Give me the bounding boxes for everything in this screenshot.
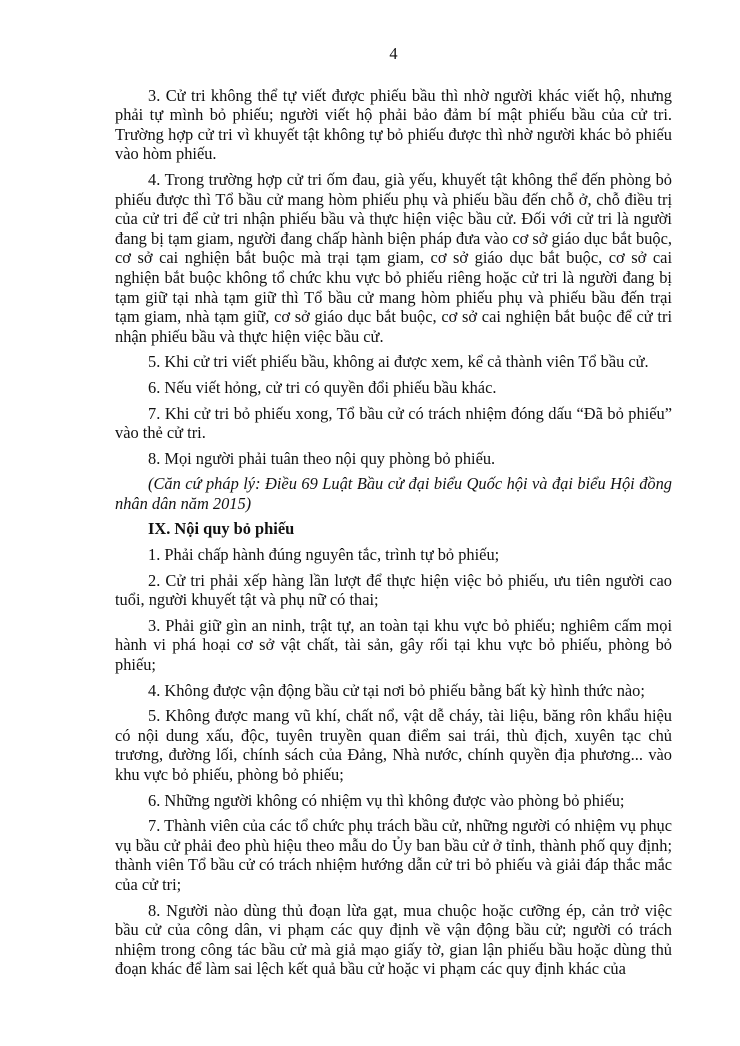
legal-basis-note: (Căn cứ pháp lý: Điều 69 Luật Bầu cử đại biểu Quốc hội và đại biểu Hội đồng nhân dân năm 2015) bbox=[115, 474, 672, 513]
paragraph-7: 7. Khi cử tri bỏ phiếu xong, Tổ bầu cử có trách nhiệm đóng dấu “Đã bỏ phiếu” vào thẻ cử tri. bbox=[115, 403, 672, 443]
rule-8: 8. Người nào dùng thủ đoạn lừa gạt, mua chuộc hoặc cưỡng ép, cản trở việc bầu cử của công dân, vi phạm các quy định về vận động bầu cử; người có trách nhiệm trong công tác bầu cử mà giả mạo giấy tờ, gian lận phiếu bầu hoặc dùng thủ đoạn khác để làm sai lệch kết quả bầu cử hoặc vi phạm các quy định khác của bbox=[115, 900, 672, 979]
rule-3: 3. Phải giữ gìn an ninh, trật tự, an toàn tại khu vực bỏ phiếu; nghiêm cấm mọi hành vi phá hoại cơ sở vật chất, tài sản, gây rối tại khu vực bỏ phiếu, phòng bỏ phiếu; bbox=[115, 615, 672, 675]
paragraph-3: 3. Cử tri không thể tự viết được phiếu bầu thì nhờ người khác viết hộ, nhưng phải tự mình bỏ phiếu; người viết hộ phải bảo đảm bí mật phiếu bầu của cử tri. Trường hợp cử tri vì khuyết tật không tự bỏ phiếu được thì nhờ người khác bỏ phiếu vào hòm phiếu. bbox=[115, 85, 672, 164]
rule-5: 5. Không được mang vũ khí, chất nổ, vật dễ cháy, tài liệu, băng rôn khẩu hiệu có nội dung xấu, độc, tuyên truyền quan điểm sai trái, thù địch, xuyên tạc chủ trương, đường lối, chính sách của Đảng, Nhà nước, chính quyền địa phương... vào khu vực bỏ phiếu, phòng bỏ phiếu; bbox=[115, 706, 672, 784]
paragraph-6: 6. Nếu viết hỏng, cử tri có quyền đổi phiếu bầu khác. bbox=[148, 377, 497, 397]
rule-2: 2. Cử tri phải xếp hàng lần lượt để thực hiện việc bỏ phiếu, ưu tiên người cao tuổi, người khuyết tật và phụ nữ có thai; bbox=[115, 570, 672, 610]
page-number: 4 bbox=[389, 44, 398, 63]
paragraph-8: 8. Mọi người phải tuân theo nội quy phòng bỏ phiếu. bbox=[148, 448, 496, 468]
rule-4: 4. Không được vận động bầu cử tại nơi bỏ phiếu bằng bất kỳ hình thức nào; bbox=[148, 680, 645, 700]
rule-6: 6. Những người không có nhiệm vụ thì không được vào phòng bỏ phiếu; bbox=[148, 790, 625, 810]
section-heading: IX. Nội quy bỏ phiếu bbox=[148, 519, 295, 539]
paragraph-4: 4. Trong trường hợp cử tri ốm đau, già yếu, khuyết tật không thể đến phòng bỏ phiếu được thì Tổ bầu cử mang hòm phiếu phụ và phiếu bầu đến chỗ ở, chỗ điều trị của cử tri để cử tri nhận phiếu bầu và thực hiện việc bầu cử. Đối với cử tri là người đang bị tạm giam, người đang chấp hành biện pháp đưa vào cơ sở giáo dục bắt buộc, cơ sở cai nghiện bắt buộc mà trại tạm giam, cơ sở giáo dục bắt buộc, cơ sở cai nghiện bắt buộc không tổ chức khu vực bỏ phiếu riêng hoặc cử tri là người đang bị tạm giữ tại nhà tạm giữ thì Tổ bầu cử mang hòm phiếu phụ và phiếu bầu đến trại tạm giam, nhà tạm giữ, cơ sở giáo dục bắt buộc, cơ sở cai nghiện bắt buộc để cử tri nhận phiếu bầu và thực hiện việc bầu cử. bbox=[115, 169, 672, 346]
rule-1: 1. Phải chấp hành đúng nguyên tắc, trình tự bỏ phiếu; bbox=[148, 545, 500, 565]
rule-7: 7. Thành viên của các tổ chức phụ trách bầu cử, những người có nhiệm vụ phục vụ bầu cử phải đeo phù hiệu theo mẫu do Ủy ban bầu cử ở tỉnh, thành phố quy định; thành viên Tổ bầu cử có trách nhiệm hướng dẫn cử tri bỏ phiếu và giải đáp thắc mắc của cử tri; bbox=[115, 816, 672, 894]
paragraph-5: 5. Khi cử tri viết phiếu bầu, không ai được xem, kể cả thành viên Tổ bầu cử. bbox=[148, 352, 649, 372]
